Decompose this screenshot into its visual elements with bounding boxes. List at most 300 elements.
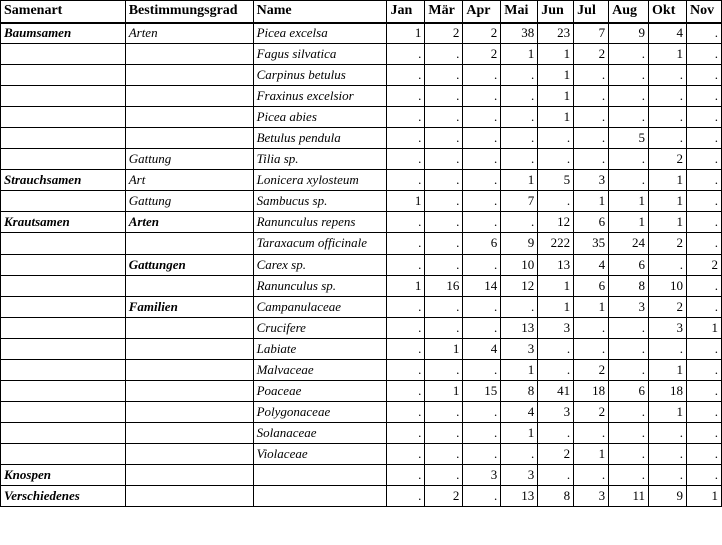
month-value-cell: . <box>686 380 721 401</box>
month-value-cell: 4 <box>501 401 538 422</box>
month-value-cell: . <box>686 443 721 464</box>
name-cell: Labiate <box>253 338 387 359</box>
month-value-cell: . <box>538 422 574 443</box>
month-value-cell: . <box>387 380 425 401</box>
month-value-cell: . <box>574 149 609 170</box>
table-row <box>1 44 722 65</box>
month-value-cell: 1 <box>574 443 609 464</box>
month-value-cell: 8 <box>501 380 538 401</box>
month-value-cell: 2 <box>463 23 501 44</box>
bestimmungsgrad-cell <box>125 443 253 464</box>
month-value-cell: . <box>649 254 687 275</box>
name-cell: Carex sp. <box>253 254 387 275</box>
samenart-cell <box>1 359 126 380</box>
month-value-cell: . <box>387 149 425 170</box>
month-value-cell: 3 <box>501 464 538 485</box>
month-value-cell: 3 <box>609 296 649 317</box>
month-value-cell: . <box>501 86 538 107</box>
month-value-cell: 3 <box>538 317 574 338</box>
month-value-cell: . <box>649 422 687 443</box>
header-name: Name <box>253 1 387 23</box>
bestimmungsgrad-cell <box>125 317 253 338</box>
name-cell <box>253 464 387 485</box>
table-row <box>1 254 722 275</box>
samenart-cell <box>1 44 126 65</box>
header-jun: Jun <box>538 1 574 23</box>
header-okt: Okt <box>649 1 687 23</box>
month-value-cell: . <box>463 359 501 380</box>
samenart-cell <box>1 380 126 401</box>
header-jan: Jan <box>387 1 425 23</box>
month-value-cell: 2 <box>425 23 463 44</box>
month-value-cell: . <box>574 422 609 443</box>
month-value-cell: . <box>425 128 463 149</box>
bestimmungsgrad-cell: Arten <box>125 23 253 44</box>
month-value-cell: 1 <box>538 296 574 317</box>
bestimmungsgrad-cell: Art <box>125 170 253 191</box>
month-value-cell: 1 <box>649 212 687 233</box>
month-value-cell: 1 <box>649 191 687 212</box>
bestimmungsgrad-cell <box>125 233 253 254</box>
bestimmungsgrad-cell <box>125 338 253 359</box>
month-value-cell: . <box>425 65 463 86</box>
month-value-cell: . <box>463 170 501 191</box>
month-value-cell: . <box>686 107 721 128</box>
table-row <box>1 86 722 107</box>
month-value-cell: 12 <box>501 275 538 296</box>
month-value-cell: . <box>425 86 463 107</box>
month-value-cell: . <box>686 65 721 86</box>
month-value-cell: . <box>463 296 501 317</box>
month-value-cell: . <box>501 296 538 317</box>
month-value-cell: . <box>649 443 687 464</box>
month-value-cell: 7 <box>501 191 538 212</box>
table-row <box>1 464 722 485</box>
table-row <box>1 212 722 233</box>
month-value-cell: . <box>387 233 425 254</box>
month-value-cell: 1 <box>649 359 687 380</box>
month-value-cell: . <box>463 149 501 170</box>
samenart-cell <box>1 107 126 128</box>
month-value-cell: . <box>686 212 721 233</box>
month-value-cell: . <box>538 359 574 380</box>
month-value-cell: . <box>574 338 609 359</box>
samenart-cell <box>1 86 126 107</box>
month-value-cell: 1 <box>501 170 538 191</box>
month-value-cell: . <box>387 296 425 317</box>
month-value-cell: . <box>501 128 538 149</box>
month-value-cell: 23 <box>538 23 574 44</box>
bestimmungsgrad-cell <box>125 486 253 507</box>
table-row <box>1 380 722 401</box>
month-value-cell: . <box>387 170 425 191</box>
month-value-cell: . <box>387 338 425 359</box>
samenart-cell <box>1 149 126 170</box>
name-cell: Malvaceae <box>253 359 387 380</box>
month-value-cell: . <box>425 422 463 443</box>
month-value-cell: 3 <box>574 170 609 191</box>
month-value-cell: . <box>501 443 538 464</box>
month-value-cell: . <box>609 65 649 86</box>
table-row <box>1 422 722 443</box>
table-row <box>1 107 722 128</box>
samenart-cell: Strauchsamen <box>1 170 126 191</box>
month-value-cell: 1 <box>649 401 687 422</box>
month-value-cell: 1 <box>425 380 463 401</box>
month-value-cell: . <box>425 317 463 338</box>
month-value-cell: 6 <box>609 254 649 275</box>
month-value-cell: . <box>425 107 463 128</box>
month-value-cell: 1 <box>425 338 463 359</box>
header-nov: Nov <box>686 1 721 23</box>
month-value-cell: . <box>463 422 501 443</box>
month-value-cell: . <box>387 317 425 338</box>
month-value-cell: 9 <box>649 486 687 507</box>
month-value-cell: 1 <box>501 422 538 443</box>
bestimmungsgrad-cell <box>125 359 253 380</box>
month-value-cell: 1 <box>538 107 574 128</box>
month-value-cell: 9 <box>501 233 538 254</box>
name-cell: Solanaceae <box>253 422 387 443</box>
month-value-cell: . <box>649 65 687 86</box>
header-maer: Mär <box>425 1 463 23</box>
month-value-cell: . <box>574 317 609 338</box>
bestimmungsgrad-cell: Gattungen <box>125 254 253 275</box>
month-value-cell: . <box>538 128 574 149</box>
month-value-cell: . <box>387 107 425 128</box>
month-value-cell: . <box>686 149 721 170</box>
bestimmungsgrad-cell <box>125 275 253 296</box>
samenart-cell <box>1 296 126 317</box>
month-value-cell: 6 <box>609 380 649 401</box>
name-cell: Taraxacum officinale <box>253 233 387 254</box>
month-value-cell: . <box>686 296 721 317</box>
month-value-cell: . <box>425 191 463 212</box>
name-cell: Campanulaceae <box>253 296 387 317</box>
month-value-cell: . <box>463 86 501 107</box>
month-value-cell: . <box>463 65 501 86</box>
table-row <box>1 359 722 380</box>
name-cell: Polygonaceae <box>253 401 387 422</box>
month-value-cell: . <box>425 44 463 65</box>
month-value-cell: 13 <box>501 486 538 507</box>
month-value-cell: 3 <box>501 338 538 359</box>
month-value-cell: . <box>538 149 574 170</box>
month-value-cell: 4 <box>574 254 609 275</box>
month-value-cell: . <box>463 212 501 233</box>
month-value-cell: 24 <box>609 233 649 254</box>
table-row <box>1 128 722 149</box>
name-cell: Violaceae <box>253 443 387 464</box>
month-value-cell: . <box>686 23 721 44</box>
table-row <box>1 149 722 170</box>
name-cell: Poaceae <box>253 380 387 401</box>
samenart-cell <box>1 401 126 422</box>
month-value-cell: 2 <box>649 149 687 170</box>
table-row <box>1 401 722 422</box>
month-value-cell: . <box>574 107 609 128</box>
month-value-cell: 222 <box>538 233 574 254</box>
month-value-cell: . <box>686 359 721 380</box>
month-value-cell: 13 <box>538 254 574 275</box>
month-value-cell: . <box>649 107 687 128</box>
month-value-cell: . <box>574 65 609 86</box>
month-value-cell: . <box>387 44 425 65</box>
month-value-cell: 11 <box>609 486 649 507</box>
month-value-cell: 1 <box>501 44 538 65</box>
month-value-cell: 3 <box>574 486 609 507</box>
month-value-cell: 2 <box>649 296 687 317</box>
month-value-cell: 5 <box>609 128 649 149</box>
month-value-cell: 3 <box>463 464 501 485</box>
month-value-cell: 18 <box>649 380 687 401</box>
samenart-cell: Baumsamen <box>1 23 126 44</box>
bestimmungsgrad-cell <box>125 65 253 86</box>
name-cell: Crucifere <box>253 317 387 338</box>
month-value-cell: 3 <box>649 317 687 338</box>
month-value-cell: 2 <box>574 44 609 65</box>
samenart-cell: Verschiedenes <box>1 486 126 507</box>
month-value-cell: . <box>425 170 463 191</box>
month-value-cell: . <box>574 464 609 485</box>
month-value-cell: 1 <box>686 486 721 507</box>
month-value-cell: . <box>387 422 425 443</box>
month-value-cell: . <box>387 65 425 86</box>
month-value-cell: . <box>574 128 609 149</box>
month-value-cell: . <box>425 254 463 275</box>
month-value-cell: 18 <box>574 380 609 401</box>
month-value-cell: . <box>609 107 649 128</box>
samenart-cell: Krautsamen <box>1 212 126 233</box>
month-value-cell: 41 <box>538 380 574 401</box>
month-value-cell: 13 <box>501 317 538 338</box>
month-value-cell: . <box>538 464 574 485</box>
month-value-cell: . <box>609 86 649 107</box>
header-samenart: Samenart <box>1 1 126 23</box>
month-value-cell: . <box>501 149 538 170</box>
month-value-cell: 14 <box>463 275 501 296</box>
month-value-cell: . <box>387 212 425 233</box>
month-value-cell: . <box>387 128 425 149</box>
month-value-cell: . <box>463 317 501 338</box>
month-value-cell: . <box>686 44 721 65</box>
month-value-cell: . <box>686 401 721 422</box>
month-value-cell: 8 <box>609 275 649 296</box>
bestimmungsgrad-cell <box>125 128 253 149</box>
month-value-cell: . <box>463 254 501 275</box>
month-value-cell: . <box>609 44 649 65</box>
month-value-cell: 10 <box>501 254 538 275</box>
name-cell <box>253 486 387 507</box>
month-value-cell: . <box>387 443 425 464</box>
samenart-cell <box>1 275 126 296</box>
month-value-cell: 1 <box>538 86 574 107</box>
month-value-cell: 1 <box>538 275 574 296</box>
month-value-cell: . <box>425 464 463 485</box>
name-cell: Fagus silvatica <box>253 44 387 65</box>
month-value-cell: . <box>686 338 721 359</box>
header-row <box>1 1 722 23</box>
samenart-cell <box>1 65 126 86</box>
bestimmungsgrad-cell: Gattung <box>125 149 253 170</box>
month-value-cell: 1 <box>574 191 609 212</box>
bestimmungsgrad-cell <box>125 401 253 422</box>
name-cell: Ranunculus repens <box>253 212 387 233</box>
month-value-cell: 15 <box>463 380 501 401</box>
month-value-cell: . <box>425 233 463 254</box>
bestimmungsgrad-cell <box>125 44 253 65</box>
month-value-cell: 2 <box>425 486 463 507</box>
name-cell: Tilia sp. <box>253 149 387 170</box>
bestimmungsgrad-cell: Familien <box>125 296 253 317</box>
month-value-cell: 1 <box>538 65 574 86</box>
name-cell: Sambucus sp. <box>253 191 387 212</box>
month-value-cell: 1 <box>387 275 425 296</box>
month-value-cell: . <box>609 401 649 422</box>
month-value-cell: 8 <box>538 486 574 507</box>
month-value-cell: 10 <box>649 275 687 296</box>
bestimmungsgrad-cell <box>125 86 253 107</box>
month-value-cell: . <box>686 170 721 191</box>
month-value-cell: 1 <box>609 191 649 212</box>
samenart-cell <box>1 191 126 212</box>
month-value-cell: . <box>609 422 649 443</box>
seed-table-body <box>1 1 722 507</box>
month-value-cell: . <box>425 149 463 170</box>
month-value-cell: . <box>501 65 538 86</box>
month-value-cell: . <box>686 422 721 443</box>
month-value-cell: 1 <box>387 191 425 212</box>
table-row <box>1 486 722 507</box>
month-value-cell: . <box>463 401 501 422</box>
month-value-cell: . <box>387 254 425 275</box>
month-value-cell: . <box>425 443 463 464</box>
table-row <box>1 23 722 44</box>
table-row <box>1 443 722 464</box>
table-row <box>1 191 722 212</box>
month-value-cell: . <box>425 296 463 317</box>
month-value-cell: 1 <box>649 170 687 191</box>
month-value-cell: 2 <box>649 233 687 254</box>
month-value-cell: . <box>649 86 687 107</box>
month-value-cell: . <box>463 443 501 464</box>
month-value-cell: . <box>686 128 721 149</box>
header-jul: Jul <box>574 1 609 23</box>
month-value-cell: 1 <box>609 212 649 233</box>
header-mai: Mai <box>501 1 538 23</box>
name-cell: Lonicera xylosteum <box>253 170 387 191</box>
month-value-cell: . <box>686 191 721 212</box>
name-cell: Betulus pendula <box>253 128 387 149</box>
month-value-cell: . <box>387 486 425 507</box>
month-value-cell: . <box>538 191 574 212</box>
samenart-cell <box>1 338 126 359</box>
month-value-cell: . <box>609 170 649 191</box>
table-row <box>1 296 722 317</box>
name-cell: Ranunculus sp. <box>253 275 387 296</box>
bestimmungsgrad-cell <box>125 107 253 128</box>
month-value-cell: . <box>686 275 721 296</box>
header-apr: Apr <box>463 1 501 23</box>
month-value-cell: . <box>609 359 649 380</box>
month-value-cell: 9 <box>609 23 649 44</box>
month-value-cell: . <box>425 401 463 422</box>
month-value-cell: . <box>609 338 649 359</box>
month-value-cell: 38 <box>501 23 538 44</box>
samenart-cell: Knospen <box>1 464 126 485</box>
month-value-cell: . <box>686 464 721 485</box>
month-value-cell: . <box>387 464 425 485</box>
month-value-cell: 2 <box>574 359 609 380</box>
month-value-cell: . <box>387 86 425 107</box>
month-value-cell: . <box>609 464 649 485</box>
month-value-cell: 6 <box>463 233 501 254</box>
month-value-cell: . <box>463 107 501 128</box>
month-value-cell: 12 <box>538 212 574 233</box>
table-row <box>1 338 722 359</box>
month-value-cell: . <box>649 338 687 359</box>
table-row <box>1 233 722 254</box>
month-value-cell: 5 <box>538 170 574 191</box>
month-value-cell: 1 <box>387 23 425 44</box>
month-value-cell: . <box>574 86 609 107</box>
month-value-cell: 4 <box>649 23 687 44</box>
month-value-cell: . <box>609 149 649 170</box>
month-value-cell: . <box>387 401 425 422</box>
samenart-cell <box>1 254 126 275</box>
month-value-cell: 1 <box>686 317 721 338</box>
month-value-cell: 1 <box>538 44 574 65</box>
month-value-cell: 2 <box>538 443 574 464</box>
month-value-cell: . <box>463 191 501 212</box>
month-value-cell: . <box>501 107 538 128</box>
month-value-cell: 7 <box>574 23 609 44</box>
month-value-cell: . <box>463 486 501 507</box>
samenart-cell <box>1 317 126 338</box>
month-value-cell: . <box>425 359 463 380</box>
month-value-cell: 6 <box>574 275 609 296</box>
month-value-cell: . <box>686 86 721 107</box>
month-value-cell: 2 <box>574 401 609 422</box>
header-aug: Aug <box>609 1 649 23</box>
month-value-cell: 1 <box>574 296 609 317</box>
month-value-cell: 2 <box>686 254 721 275</box>
name-cell: Picea excelsa <box>253 23 387 44</box>
name-cell: Carpinus betulus <box>253 65 387 86</box>
name-cell: Picea abies <box>253 107 387 128</box>
month-value-cell: . <box>538 338 574 359</box>
month-value-cell: 35 <box>574 233 609 254</box>
month-value-cell: . <box>649 464 687 485</box>
month-value-cell: . <box>387 359 425 380</box>
table-row <box>1 317 722 338</box>
bestimmungsgrad-cell <box>125 464 253 485</box>
table-row <box>1 170 722 191</box>
samenart-cell <box>1 233 126 254</box>
month-value-cell: 6 <box>574 212 609 233</box>
samenart-cell <box>1 128 126 149</box>
month-value-cell: 4 <box>463 338 501 359</box>
month-value-cell: . <box>609 317 649 338</box>
month-value-cell: . <box>609 443 649 464</box>
month-value-cell: . <box>425 212 463 233</box>
name-cell: Fraxinus excelsior <box>253 86 387 107</box>
bestimmungsgrad-cell <box>125 380 253 401</box>
month-value-cell: 1 <box>649 44 687 65</box>
month-value-cell: . <box>501 212 538 233</box>
month-value-cell: 1 <box>501 359 538 380</box>
month-value-cell: 3 <box>538 401 574 422</box>
